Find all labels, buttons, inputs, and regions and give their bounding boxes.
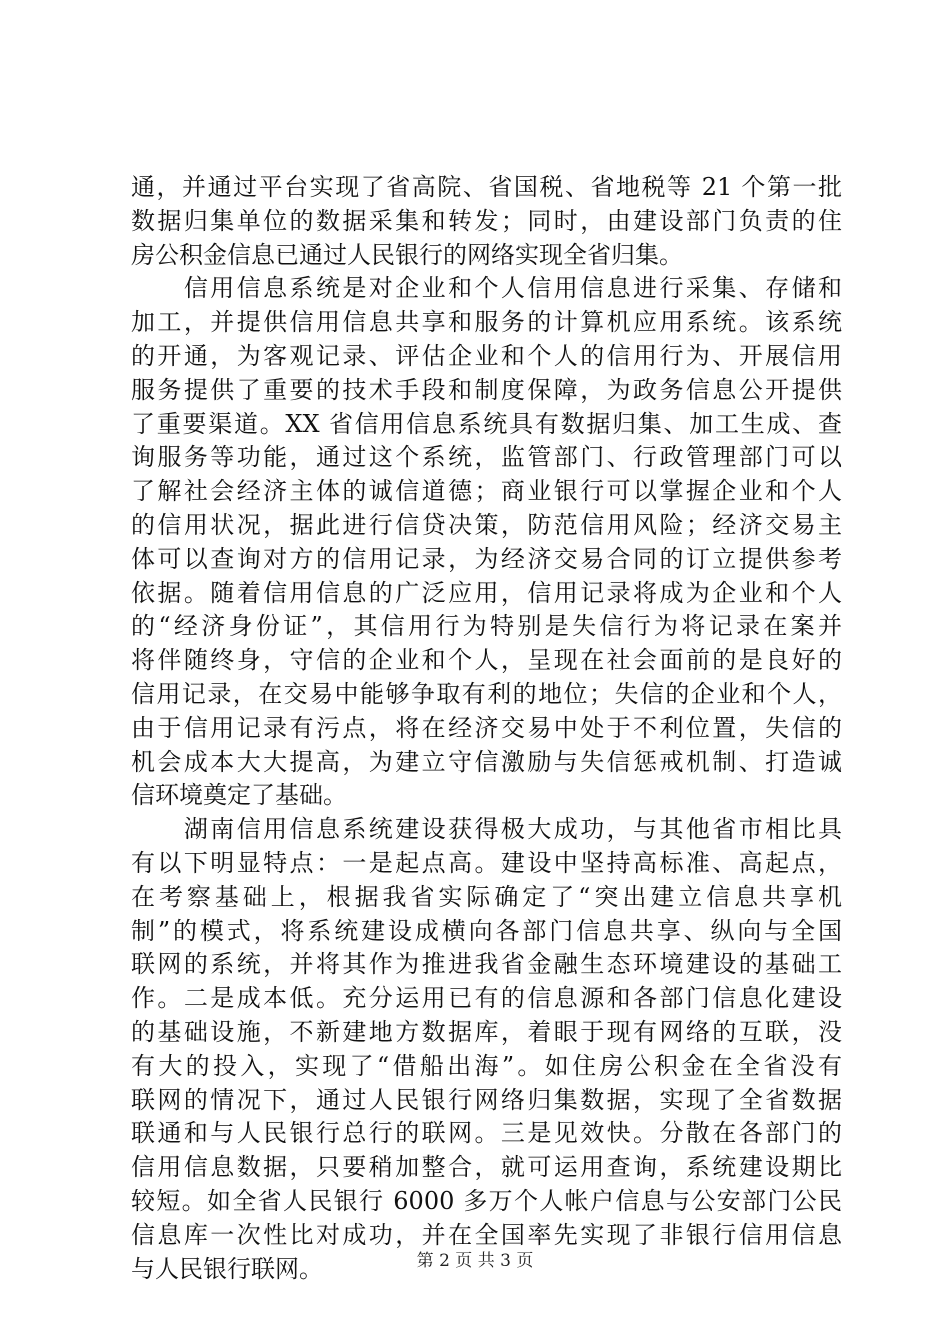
text-line: 作。二是成本低。充分运用已有的信息源和各部门信息化建设 xyxy=(131,984,842,1013)
text-line: 机会成本大大提高，为建立守信激励与失信惩戒机制、打造诚 xyxy=(131,747,842,776)
text-line: 信用信息数据，只要稍加整合，就可运用查询，系统建设期比 xyxy=(131,1153,842,1182)
text-line: 询服务等功能，通过这个系统，监管部门、行政管理部门可以 xyxy=(131,443,842,472)
text-line: 服务提供了重要的技术手段和制度保障，为政务信息公开提供 xyxy=(131,375,842,404)
text-line: 湖南信用信息系统建设获得极大成功，与其他省市相比具 xyxy=(131,815,842,844)
text-line: 信环境奠定了基础。 xyxy=(131,781,347,810)
text-line: 加工，并提供信用信息共享和服务的计算机应用系统。该系统 xyxy=(131,308,842,337)
text-line: 依据。随着信用信息的广泛应用，信用记录将成为企业和个人 xyxy=(131,578,842,607)
document-body xyxy=(131,171,842,1286)
text-line: 有以下明显特点：一是起点高。建设中坚持高标准、高起点， xyxy=(131,848,842,877)
text-line: 了解社会经济主体的诚信道德；商业银行可以掌握企业和个人 xyxy=(131,477,842,506)
text-line: 信用记录，在交易中能够争取有利的地位；失信的企业和个人， xyxy=(131,679,842,708)
text-line: 信用信息系统是对企业和个人信用信息进行采集、存储和 xyxy=(131,274,842,303)
text-line: 体可以查询对方的信用记录，为经济交易合同的订立提供参考 xyxy=(131,544,842,573)
text-line: 有大的投入，实现了“借船出海”。如住房公积金在全省没有 xyxy=(131,1051,842,1080)
text-line: 通，并通过平台实现了省高院、省国税、省地税等 21 个第一批 xyxy=(131,173,842,201)
page-number-footer: 第 2 页 共 3 页 xyxy=(416,1251,534,1271)
text-line: 联网的系统，并将其作为推进我省金融生态环境建设的基础工 xyxy=(131,950,842,979)
text-line: 较短。如全省人民银行 6000 多万个人帐户信息与公安部门公民 xyxy=(131,1186,842,1215)
text-line: 的信用状况，据此进行信贷决策，防范信用风险；经济交易主 xyxy=(131,510,842,539)
paragraph-1 xyxy=(131,171,842,272)
text-line: 联网的情况下，通过人民银行网络归集数据，实现了全省数据 xyxy=(131,1085,842,1114)
text-line: 数据归集单位的数据采集和转发；同时，由建设部门负责的住 xyxy=(131,206,842,235)
text-line: 的“经济身份证”，其信用行为特别是失信行为将记录在案并 xyxy=(131,612,842,641)
text-line: 由于信用记录有污点，将在经济交易中处于不利位置，失信的 xyxy=(131,713,842,742)
paragraph-2 xyxy=(131,272,842,813)
text-line: 与人民银行联网。 xyxy=(131,1254,323,1283)
text-line: 将伴随终身，守信的企业和个人，呈现在社会面前的是良好的 xyxy=(131,646,842,675)
text-line: 信息库一次性比对成功，并在全国率先实现了非银行信用信息 xyxy=(131,1220,842,1249)
text-line: 在考察基础上，根据我省实际确定了“突出建立信息共享机 xyxy=(131,882,842,911)
paragraph-3 xyxy=(131,813,842,1286)
text-line: 房公积金信息已通过人民银行的网络实现全省归集。 xyxy=(131,240,683,269)
text-line: 联通和与人民银行总行的联网。三是见效快。分散在各部门的 xyxy=(131,1119,842,1148)
text-line: 了重要渠道。XX 省信用信息系统具有数据归集、加工生成、查 xyxy=(131,409,842,438)
text-line: 制”的模式，将系统建设成横向各部门信息共享、纵向与全国 xyxy=(131,916,842,945)
text-line: 的基础设施，不新建地方数据库，着眼于现有网络的互联，没 xyxy=(131,1017,842,1046)
text-line: 的开通，为客观记录、评估企业和个人的信用行为、开展信用 xyxy=(131,341,842,370)
